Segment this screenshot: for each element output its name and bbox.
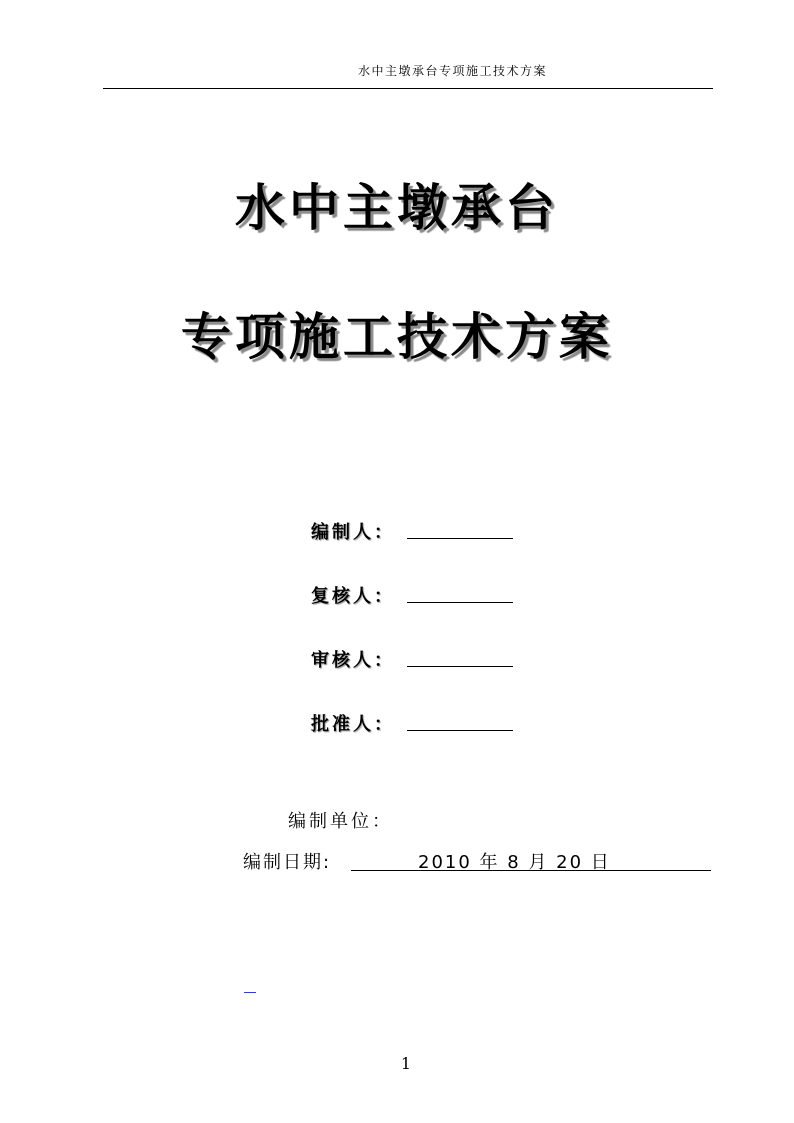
running-header: 水中主墩承台专项施工技术方案 [358, 64, 548, 78]
hyperlink-mark[interactable] [244, 992, 256, 993]
signature-blank-line [407, 602, 513, 603]
signature-row-auditor [311, 646, 521, 670]
signature-row-compiler [311, 518, 521, 542]
compile-date-row [243, 848, 713, 876]
signature-label: 批准人： [311, 714, 395, 735]
signature-label: 复核人： [311, 586, 395, 607]
document-title-line-2: 专项施工技术方案 [181, 308, 613, 366]
compile-date-value: 2010 年 8 月 20 日 [418, 852, 611, 873]
signature-label: 编制人： [311, 522, 395, 543]
signature-row-approver [311, 710, 521, 734]
signature-blank-line [407, 538, 513, 539]
signature-blank-line [407, 666, 513, 667]
signature-row-reviewer [311, 582, 521, 606]
signature-blank-line [407, 730, 513, 731]
document-title-line-1: 水中主墩承台 [235, 179, 559, 237]
compile-date-label: 编制日期: [243, 852, 332, 873]
compiling-unit-label: 编制单位： [288, 811, 393, 832]
header-divider [103, 88, 713, 89]
signature-label: 审核人： [311, 650, 395, 671]
page-number: 1 [400, 1054, 412, 1073]
